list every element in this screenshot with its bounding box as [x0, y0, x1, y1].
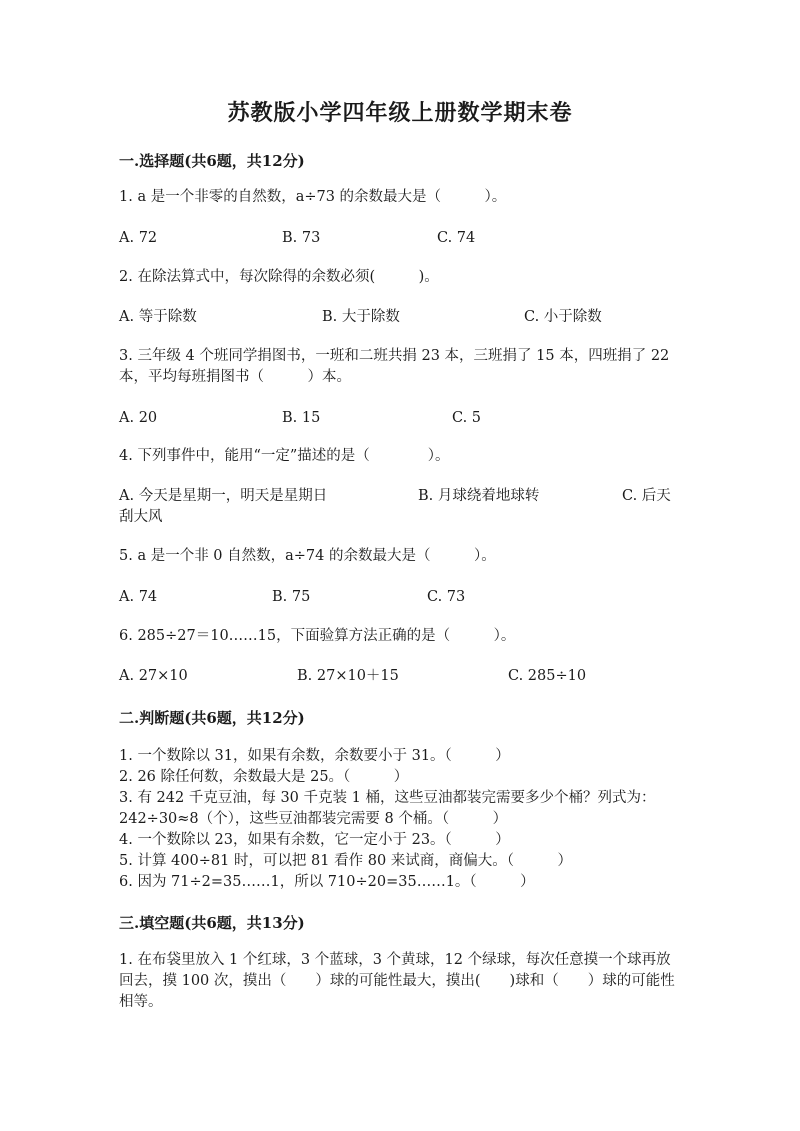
section-heading-fill: 三.填空题(共6题，共13分)	[119, 914, 305, 932]
fill-question-1: 1. 在布袋里放入 1 个红球，3 个蓝球，3 个黄球，12 个绿球，每次任意摸一个球再放回去，摸 100 次，摸出（ ）球的可能性最大，摸出( )球和（ ）球的可能性相等。	[119, 952, 675, 1010]
judge-item-2: 2. 26 除任何数，余数最大是 25。（ ）	[119, 769, 409, 785]
judge-item-6: 6. 因为 71÷2=35……1，所以 710÷20=35……1。（ ）	[119, 874, 535, 890]
section-heading-judge: 二.判断题(共6题，共12分)	[119, 709, 305, 727]
choice-4-option-b: B. 月球绕着地球转	[418, 488, 540, 504]
choice-2-option-b: B. 大于除数	[322, 309, 400, 325]
choice-2-option-a: A. 等于除数	[119, 309, 197, 325]
judge-item-4: 4. 一个数除以 23，如果有余数，它一定小于 23。（ ）	[119, 832, 510, 848]
choice-3-option-c: C. 5	[452, 410, 482, 426]
choice-3-option-b: B. 15	[282, 410, 321, 426]
choice-question-4: 4. 下列事件中，能用“一定”描述的是（ ）。	[119, 448, 450, 464]
choice-4-option-c: C. 后天	[622, 488, 671, 504]
choice-question-2: 2. 在除法算式中，每次除得的余数必须( )。	[119, 269, 439, 285]
judge-item-1: 1. 一个数除以 31，如果有余数，余数要小于 31。（ ）	[119, 748, 510, 764]
choice-3-option-a: A. 20	[119, 410, 158, 426]
choice-4-option-a: A. 今天是星期一，明天是星期日	[119, 488, 328, 504]
choice-6-option-b: B. 27×10＋15	[297, 668, 399, 684]
choice-6-option-a: A. 27×10	[119, 668, 188, 684]
choice-question-1: 1. a 是一个非零的自然数，a÷73 的余数最大是（ ）。	[119, 189, 507, 205]
choice-question-3: 3. 三年级 4 个班同学捐图书，一班和二班共捐 23 本，三班捐了 15 本，四班捐了 22 本，平均每班捐图书（ ）本。	[119, 348, 670, 385]
choice-1-option-b: B. 73	[282, 230, 321, 246]
choice-question-5: 5. a 是一个非 0 自然数，a÷74 的余数最大是（ ）。	[119, 548, 496, 564]
choice-6-option-c: C. 285÷10	[508, 668, 587, 684]
judge-item-5: 5. 计算 400÷81 时，可以把 81 看作 80 来试商，商偏大。（ ）	[119, 853, 573, 869]
choice-question-6: 6. 285÷27＝10……15，下面验算方法正确的是（ ）。	[119, 628, 516, 644]
choice-1-option-a: A. 72	[119, 230, 158, 246]
choice-5-option-a: A. 74	[119, 589, 158, 605]
judge-item-3: 3. 有 242 千克豆油，每 30 千克装 1 桶，这些豆油都装完需要多少个桶？列式为：242÷30≈8（个），这些豆油都装完需要 8 个桶。（ ）	[119, 790, 656, 827]
choice-2-option-c: C. 小于除数	[524, 309, 602, 325]
choice-4-option-c-continued: 刮大风	[119, 509, 163, 525]
choice-1-option-c: C. 74	[437, 230, 476, 246]
choice-5-option-b: B. 75	[272, 589, 311, 605]
choice-5-option-c: C. 73	[427, 589, 466, 605]
exam-title: 苏教版小学四年级上册数学期末卷	[227, 100, 573, 126]
section-heading-choice: 一.选择题(共6题，共12分)	[119, 152, 305, 170]
